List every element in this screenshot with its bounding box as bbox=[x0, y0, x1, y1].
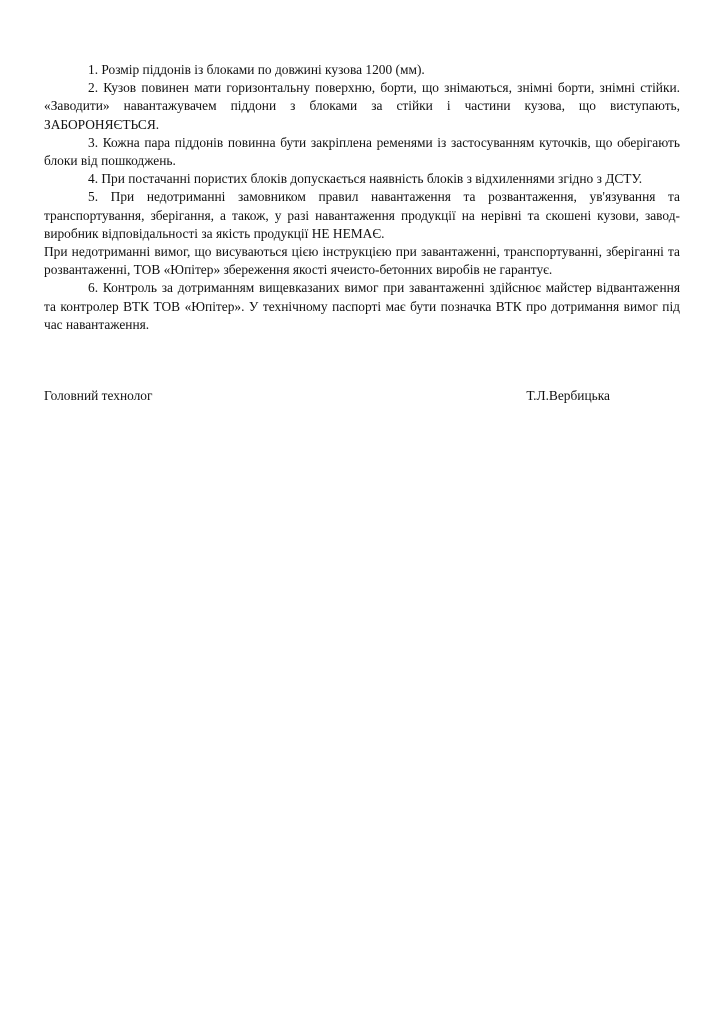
document-body bbox=[44, 61, 680, 334]
paragraph-6: 6. Контроль за дотриманням вищевказаних вимог при завантаженні здійснює майстер відвантаження та контролер ВТК ТОВ «Юпітер». У технічному паспорті має бути позначка ВТК про дотримання вимог під час навантаження. bbox=[44, 280, 680, 332]
paragraph-5: 5. При недотриманні замовником правил навантаження та розвантаження, ув'язування та транспортування, зберігання, а також, у разі навантаження продукції на нерівні та скошені кузови, завод-виробник відповідальності за якість продукції НЕ НЕМАЄ. bbox=[44, 189, 680, 241]
paragraph-1: 1. Розмір піддонів із блоками по довжині кузова 1200 (мм). bbox=[88, 62, 425, 77]
paragraph-2: 2. Кузов повинен мати горизонтальну поверхню, борти, що знімаються, знімні борти, знімні стійки. «Заводити» навантажувачем піддони з блоками за стійки і частини кузова, що виступають, ЗАБОРОНЯЄТЬСЯ. bbox=[44, 80, 680, 132]
paragraph-3: 3. Кожна пара піддонів повинна бути закріплена ременями із застосуванням куточків, що оберігають блоки від пошкоджень. bbox=[44, 134, 680, 169]
paragraph-4: 4. При постачанні пористих блоків допускається наявність блоків з відхиленнями згідно з ДСТУ. bbox=[88, 171, 643, 187]
paragraph-warning: При недотриманні вимог, що висуваються цією інструкцією при завантаженні, транспортуванні, зберіганні та розвантаженні, ТОВ «Юпітер» збереження якості ячеисто-бетонних виробів не гарантує. bbox=[44, 244, 680, 278]
signatory-role: Головний технолог bbox=[44, 388, 153, 403]
signatory-name: Т.Л.Вербицька bbox=[526, 388, 610, 403]
